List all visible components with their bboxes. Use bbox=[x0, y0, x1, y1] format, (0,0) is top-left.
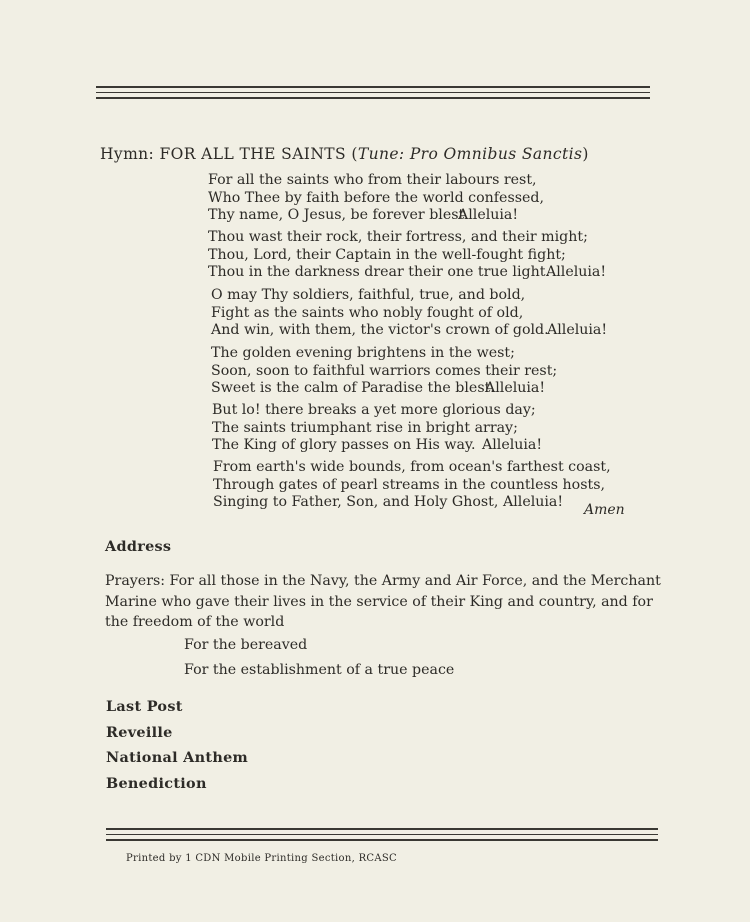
verse-line: From earth's wide bounds, from ocean's farthest coast, bbox=[213, 459, 611, 475]
verse-line-text: Singing to Father, Son, and Holy Ghost, bbox=[213, 494, 499, 511]
verse-line-text: And win, with them, the victor's crown of gold. bbox=[211, 322, 549, 339]
prayer-peace: For the establishment of a true peace bbox=[184, 662, 455, 678]
verse-line: But lo! there breaks a yet more glorious day; bbox=[212, 402, 536, 418]
verse-line-text: Thou in the darkness drear their one true light. bbox=[208, 264, 550, 281]
alleluia: Alleluia! bbox=[458, 207, 519, 224]
hymn-title: FOR ALL THE SAINTS bbox=[159, 145, 347, 163]
hymn-verse bbox=[211, 345, 557, 398]
closing-item-last-post: Last Post bbox=[106, 698, 183, 715]
verse-line bbox=[211, 380, 557, 398]
amen: Amen bbox=[584, 502, 625, 518]
hymn-verse bbox=[211, 287, 608, 340]
address-heading: Address bbox=[105, 538, 172, 555]
verse-line bbox=[208, 207, 544, 225]
hymn-verse bbox=[213, 459, 611, 512]
verse-line: Thou wast their rock, their fortress, and their might; bbox=[208, 229, 588, 245]
top-rule-lines bbox=[96, 86, 650, 103]
alleluia: Alleluia! bbox=[482, 437, 543, 454]
verse-line-text: The King of glory passes on His way. bbox=[212, 437, 476, 454]
hymn-verse bbox=[208, 229, 607, 282]
verse-line bbox=[213, 494, 611, 512]
verse-line: Who Thee by faith before the world confessed, bbox=[208, 189, 544, 206]
verse-line bbox=[211, 322, 608, 340]
closing-item-benediction: Benediction bbox=[106, 775, 207, 792]
verse-line: The saints triumphant rise in bright array; bbox=[212, 419, 518, 436]
hymn-label: Hymn: bbox=[100, 145, 155, 163]
prayers-text: Prayers: For all those in the Navy, the Army and Air Force, and the Merchant Marine who gave their lives in the service of their King and country, and for the freedom of the world bbox=[105, 573, 661, 630]
alleluia: Alleluia! bbox=[503, 494, 564, 511]
hymn-verse bbox=[212, 402, 543, 455]
alleluia: Alleluia! bbox=[485, 380, 546, 397]
verse-line: For all the saints who from their labours rest, bbox=[208, 172, 537, 188]
tune-open-paren: ( bbox=[351, 145, 358, 163]
verse-line: The golden evening brightens in the west; bbox=[211, 345, 515, 361]
verse-line: O may Thy soldiers, faithful, true, and bold, bbox=[211, 287, 526, 303]
verse-line: Through gates of pearl streams in the countless hosts, bbox=[213, 476, 605, 493]
printer-credit: Printed by 1 CDN Mobile Printing Section, RCASC bbox=[126, 853, 397, 864]
hymn-verse bbox=[208, 172, 544, 225]
verse-line: Thou, Lord, their Captain in the well-fought fight; bbox=[208, 246, 566, 263]
verse-line bbox=[212, 437, 543, 455]
tune-close-paren: ) bbox=[582, 145, 589, 163]
alleluia: Alleluia! bbox=[546, 264, 607, 281]
closing-item-national-anthem: National Anthem bbox=[106, 749, 249, 766]
verse-line: Fight as the saints who nobly fought of old, bbox=[211, 304, 524, 321]
alleluia: Alleluia! bbox=[547, 322, 608, 339]
closing-item-reveille: Reveille bbox=[106, 724, 173, 741]
hymn-tune: Tune: Pro Omnibus Sanctis bbox=[357, 145, 583, 163]
prayer-bereaved: For the bereaved bbox=[184, 637, 308, 653]
verse-line-text: Sweet is the calm of Paradise the blest. bbox=[211, 380, 495, 397]
hymn-heading bbox=[100, 145, 589, 163]
verse-line-text: Thy name, O Jesus, be forever blest. bbox=[208, 207, 469, 224]
verse-line bbox=[208, 264, 607, 282]
bottom-rule-lines bbox=[106, 828, 658, 845]
verse-line: Soon, soon to faithful warriors comes their rest; bbox=[211, 362, 558, 379]
